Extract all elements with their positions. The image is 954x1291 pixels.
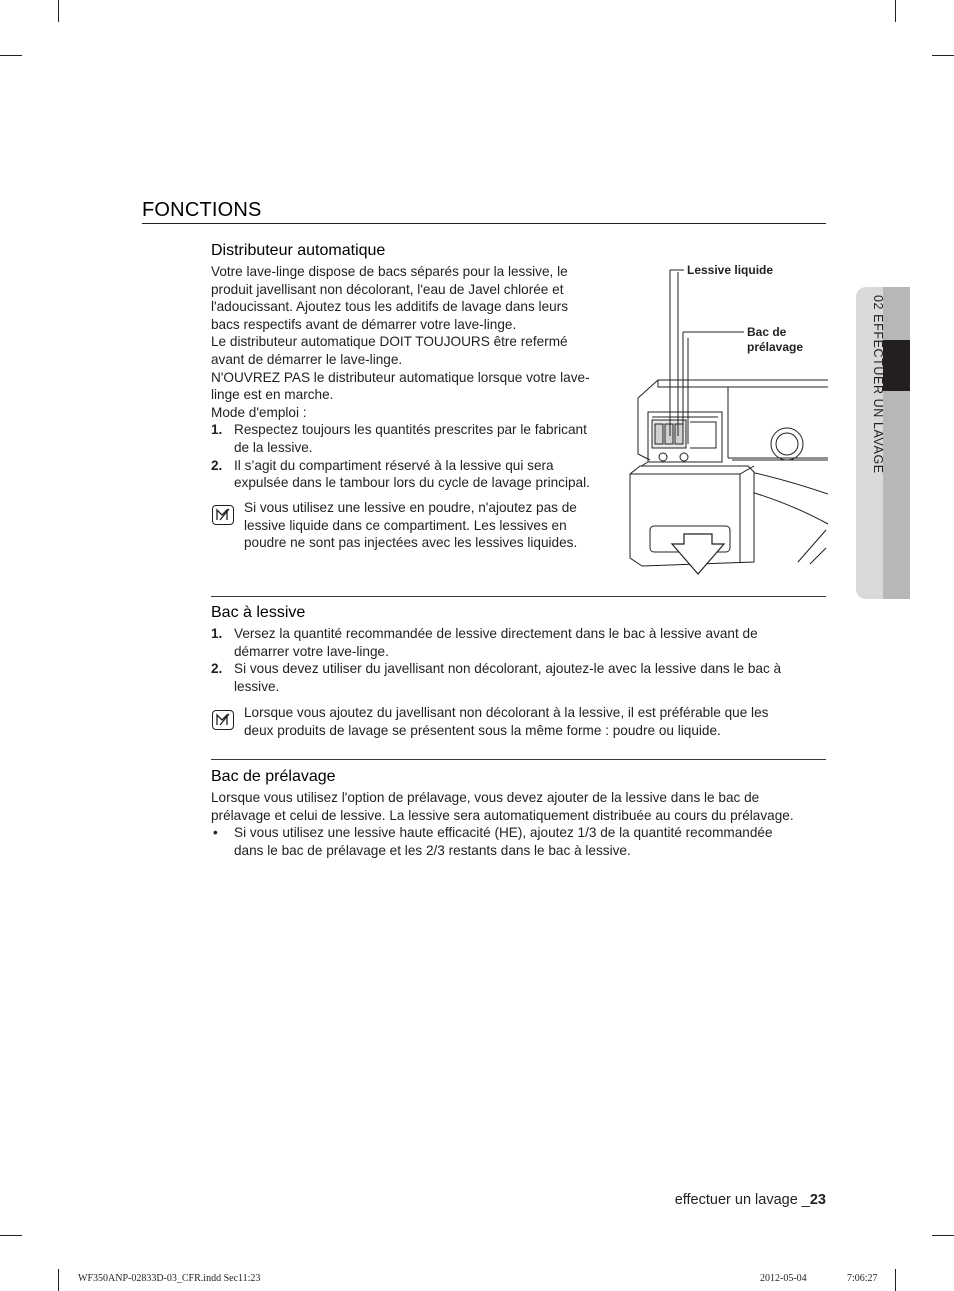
text-line: dans le bac de prélavage et les 2/3 restants dans le bac à lessive. xyxy=(234,842,631,858)
crop-mark xyxy=(0,1235,22,1236)
text-line: Si vous utilisez une lessive en poudre, n'ajoutez pas de xyxy=(244,500,577,515)
page-title: FONCTIONS xyxy=(142,199,262,221)
list-item xyxy=(211,824,826,859)
title-rule xyxy=(142,223,826,224)
list-number: 2. xyxy=(211,457,223,473)
text-line: Si vous devez utiliser du javellisant non décolorant, ajoutez-le avec la lessive dans le bac à xyxy=(234,661,782,677)
section-rule xyxy=(211,759,826,760)
list-item xyxy=(211,421,621,456)
bullet: • xyxy=(213,825,218,841)
page-number: 23 xyxy=(809,1192,826,1208)
section3-body xyxy=(211,789,826,859)
text-line: prélavage et celui de lessive. La lessive sera automatiquement distribuée au cours du prélavage. xyxy=(211,807,794,823)
list-number: 1. xyxy=(211,626,223,641)
text-line: Versez la quantité recommandée de lessive directement dans le bac à lessive avant de xyxy=(234,626,758,641)
text-line: de la lessive. xyxy=(234,439,313,455)
list-item xyxy=(211,625,821,660)
text-line: expulsée dans le tambour lors du cycle de lavage principal. xyxy=(234,475,590,491)
section2-steps xyxy=(211,625,821,695)
callout-bac-prelavage xyxy=(747,325,803,355)
text-line: deux produits de lavage se présentent sous la même forme : poudre ou liquide. xyxy=(244,722,721,738)
slug-time: 7:06:27 xyxy=(847,1273,878,1284)
note-pencil-icon xyxy=(212,710,234,730)
text-line: Mode d'emploi : xyxy=(211,404,307,420)
text-line: bacs respectifs avant de démarrer votre lave-linge. xyxy=(211,316,517,332)
section2-note xyxy=(244,704,824,739)
list-item xyxy=(211,660,821,695)
crop-mark xyxy=(0,55,22,56)
text-line: lessive liquide dans ce compartiment. Les lessives en xyxy=(244,517,567,533)
section-heading-bac-prelavage: Bac de prélavage xyxy=(211,768,336,785)
footer-label: effectuer un lavage _ xyxy=(674,1192,810,1208)
slug-file: WF350ANP-02833D-03_CFR.indd Sec11:23 xyxy=(78,1273,261,1284)
callout-lessive-liquide: Lessive liquide xyxy=(687,263,774,277)
text-line: N'OUVREZ PAS le distributeur automatique lorsque votre lave- xyxy=(211,369,590,385)
crop-mark xyxy=(895,1269,896,1291)
chapter-tab-label: 02 EFFECTUER UN LAVAGE xyxy=(871,295,885,474)
crop-mark xyxy=(58,0,59,22)
callout-line: prélavage xyxy=(747,340,804,354)
chapter-tab-strip xyxy=(883,287,910,599)
text-line: Lorsque vous utilisez l'option de prélavage, vous devez ajouter de la lessive dans le bac de xyxy=(211,790,760,805)
text-line: démarrer votre lave-linge. xyxy=(234,643,389,659)
text-line: l'adoucissant. Ajoutez tous les additifs de lavage dans leurs xyxy=(211,299,569,315)
dispenser-illustration xyxy=(628,262,828,580)
section1-intro xyxy=(211,263,621,492)
text-line: Si vous utilisez une lessive haute efficacité (HE), ajoutez 1/3 de la quantité recommandée xyxy=(234,825,773,841)
text-line: linge est en marche. xyxy=(211,387,334,403)
text-line: produit javellisant non décolorant, l'eau de Javel chlorée et xyxy=(211,281,564,297)
slug-date: 2012-05-04 xyxy=(760,1273,807,1284)
crop-mark xyxy=(932,55,954,56)
section-heading-bac-lessive: Bac à lessive xyxy=(211,604,306,621)
text-line: Le distributeur automatique DOIT TOUJOURS être refermé xyxy=(211,334,568,350)
dispenser-drawing xyxy=(628,262,828,580)
text-line: Respectez toujours les quantités prescrites par le fabricant xyxy=(234,422,587,438)
section-heading-distributeur: Distributeur automatique xyxy=(211,242,386,259)
note-pencil-icon xyxy=(212,505,234,525)
text-line: avant de démarrer le lave-linge. xyxy=(211,351,403,367)
crop-mark xyxy=(58,1269,59,1291)
chapter-tab-marker xyxy=(883,340,910,391)
text-line: Il s’agit du compartiment réservé à la lessive qui sera xyxy=(234,457,554,473)
section1-note xyxy=(244,499,614,552)
crop-mark xyxy=(932,1235,954,1236)
crop-mark xyxy=(895,0,896,22)
list-item xyxy=(211,457,621,492)
text-line: lessive. xyxy=(234,678,280,694)
text-line: Lorsque vous ajoutez du javellisant non décolorant à la lessive, il est préférable que les xyxy=(244,705,769,720)
page-footer xyxy=(675,1192,826,1208)
list-number: 2. xyxy=(211,661,223,677)
text-line: poudre ne sont pas injectées avec les lessives liquides. xyxy=(244,535,578,551)
text-line: Votre lave-linge dispose de bacs séparés pour la lessive, le xyxy=(211,264,568,279)
section-rule xyxy=(211,596,826,597)
callout-line: Bac de xyxy=(747,325,787,339)
list-number: 1. xyxy=(211,422,223,438)
